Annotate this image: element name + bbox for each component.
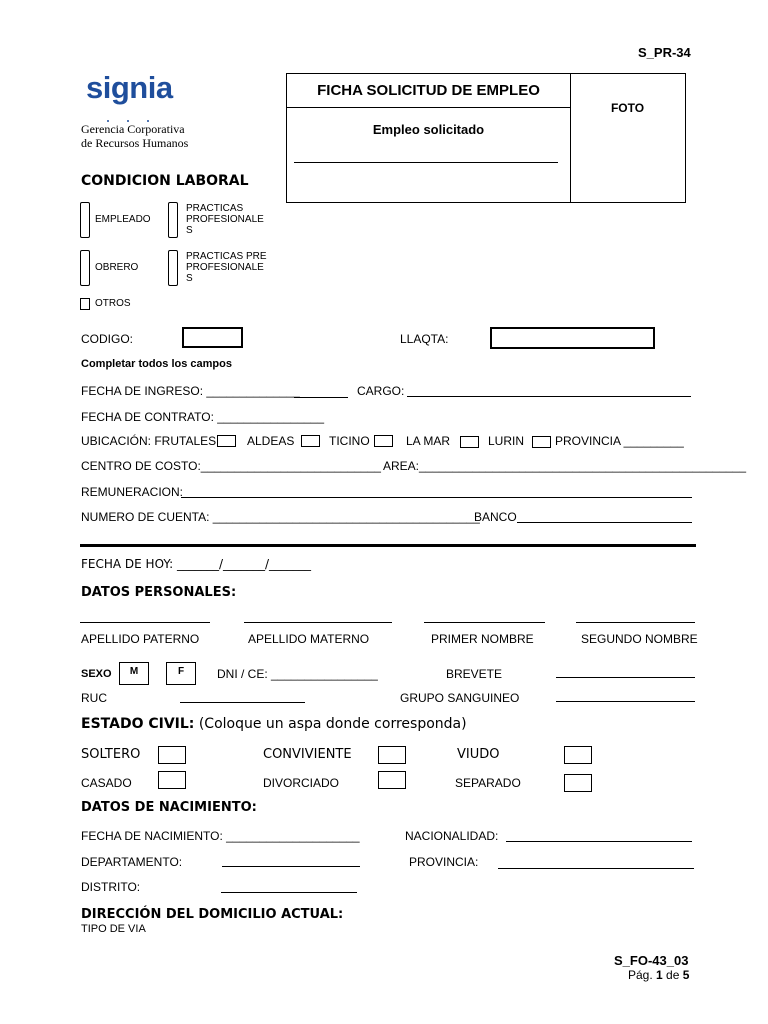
fecha-hoy-label: FECHA DE HOY: _______/_______/_______: [81, 557, 312, 571]
casado-label: CASADO: [81, 776, 132, 790]
otros-checkbox[interactable]: [80, 298, 90, 310]
lurin-label: LURIN: [488, 434, 525, 448]
footer-form-code: S_FO-43_03: [614, 953, 689, 968]
distrito-label: DISTRITO:: [81, 880, 141, 894]
banco-label: BANCO: [474, 510, 517, 524]
page-number: 1: [656, 968, 663, 982]
primer-nombre-field[interactable]: [424, 622, 545, 623]
empleado-label: EMPLEADO: [95, 214, 151, 225]
practicas-profesionales-checkbox[interactable]: [168, 202, 178, 238]
departamento-field[interactable]: [222, 866, 360, 867]
separado-label: SEPARADO: [455, 776, 521, 790]
page-de: de: [662, 968, 683, 982]
fecha-contrato-label: FECHA DE CONTRATO: ________________: [81, 410, 325, 424]
aldeas-label: ALDEAS: [247, 434, 295, 448]
viudo-checkbox[interactable]: [564, 746, 592, 764]
distrito-field[interactable]: [221, 892, 357, 893]
segundo-nombre-field[interactable]: [576, 622, 695, 623]
conviviente-checkbox[interactable]: [378, 746, 406, 764]
conviviente-label: CONVIVIENTE: [263, 747, 352, 762]
segundo-nombre-label: SEGUNDO NOMBRE: [581, 632, 698, 646]
address-title: DIRECCIÓN DEL DOMICILIO ACTUAL:: [81, 907, 344, 922]
org-line-2: de Recursos Humanos: [81, 136, 189, 150]
practicas-profesionales-label-1: PRACTICAS: [186, 203, 244, 214]
apellido-paterno-label: APELLIDO PATERNO: [81, 632, 200, 646]
employment-condition-title: CONDICION LABORAL: [81, 173, 249, 189]
ubicacion-label: UBICACIÓN: FRUTALES: [81, 434, 217, 448]
obrero-label: OBRERO: [95, 262, 139, 273]
viudo-label: VIUDO: [457, 747, 500, 762]
banco-field[interactable]: [517, 522, 692, 523]
codigo-input[interactable]: [182, 327, 243, 348]
apellido-paterno-field[interactable]: [80, 622, 210, 623]
form-header-box: [286, 73, 686, 203]
practicas-pre-checkbox[interactable]: [168, 250, 178, 286]
fecha-ingreso-field[interactable]: [294, 397, 348, 398]
empleado-checkbox[interactable]: [80, 202, 90, 238]
remuneracion-label: REMUNERACION:: [81, 485, 184, 499]
grupo-sanguineo-field[interactable]: [556, 701, 695, 702]
job-requested-field[interactable]: [294, 162, 558, 163]
section-divider: [80, 544, 696, 547]
provincia-label: PROVINCIA _________: [555, 434, 684, 448]
brevete-label: BREVETE: [446, 667, 503, 681]
soltero-checkbox[interactable]: [158, 746, 186, 764]
practicas-profesionales-label-2: PROFESIONALE: [186, 214, 264, 225]
ruc-field[interactable]: [180, 702, 305, 703]
page-indicator: [628, 968, 689, 982]
casado-checkbox[interactable]: [158, 771, 186, 789]
aldeas-checkbox[interactable]: [301, 435, 320, 447]
fecha-nacimiento-label: FECHA DE NACIMIENTO: ____________________: [81, 829, 360, 843]
practicas-pre-label-3: S: [186, 273, 193, 284]
sexo-m-label: M: [129, 666, 139, 677]
practicas-pre-label-1: PRACTICAS PRE: [186, 251, 267, 262]
provincia-nacimiento-field[interactable]: [498, 868, 694, 869]
civil-status-title: ESTADO CIVIL:: [81, 716, 195, 732]
cargo-field[interactable]: [407, 396, 691, 397]
la-mar-label: LA MAR: [406, 434, 451, 448]
sexo-label: SEXO: [81, 668, 112, 680]
soltero-label: SOLTERO: [81, 747, 141, 762]
lurin-checkbox[interactable]: [532, 436, 551, 448]
apellido-materno-label: APELLIDO MATERNO: [248, 632, 370, 646]
departamento-label: DEPARTAMENTO:: [81, 855, 183, 869]
fecha-ingreso-label: FECHA DE INGRESO: ______________: [81, 384, 300, 398]
civil-status-hint: (Coloque un aspa donde corresponda): [198, 716, 467, 732]
page-prefix: Pág.: [628, 968, 657, 982]
ticino-label: TICINO: [329, 434, 370, 448]
complete-all-note: Completar todos los campos: [81, 358, 232, 370]
document-code: S_PR-34: [638, 45, 691, 60]
area-label: AREA:_________________________________________________: [383, 459, 747, 473]
form-title: FICHA SOLICITUD DE EMPLEO: [317, 82, 540, 99]
company-logo: [86, 70, 173, 106]
ruc-label: RUC: [81, 691, 107, 705]
llaqta-input[interactable]: [490, 327, 655, 349]
provincia-nacimiento-label: PROVINCIA:: [409, 855, 479, 869]
brevete-field[interactable]: [556, 677, 695, 678]
page-total: 5: [682, 968, 690, 982]
remuneracion-field[interactable]: [181, 497, 692, 498]
photo-label: FOTO: [610, 101, 645, 115]
codigo-label: CODIGO:: [81, 332, 134, 346]
sexo-f-checkbox[interactable]: [166, 662, 196, 685]
separado-checkbox[interactable]: [564, 774, 592, 792]
apellido-materno-field[interactable]: [244, 622, 392, 623]
nacionalidad-field[interactable]: [506, 841, 692, 842]
grupo-sanguineo-label: GRUPO SANGUINEO: [400, 691, 520, 705]
divorciado-label: DIVORCIADO: [263, 776, 340, 790]
org-line-1: Gerencia Corporativa: [81, 122, 185, 136]
logo-wordmark: signia: [86, 70, 173, 105]
job-requested-label: Empleo solicitado: [372, 122, 485, 137]
ticino-checkbox[interactable]: [374, 435, 393, 447]
otros-label: OTROS: [95, 298, 131, 309]
birth-data-title: DATOS DE NACIMIENTO:: [81, 800, 257, 815]
practicas-pre-label-2: PROFESIONALE: [186, 262, 264, 273]
sexo-f-label: F: [177, 666, 185, 677]
obrero-checkbox[interactable]: [80, 250, 90, 286]
cargo-label: CARGO:: [357, 384, 405, 398]
personal-data-title: DATOS PERSONALES:: [81, 585, 237, 600]
frutales-checkbox[interactable]: [217, 435, 236, 447]
logo-dots: [92, 112, 162, 115]
sexo-m-checkbox[interactable]: [119, 662, 149, 685]
tipo-via-label: TIPO DE VIA: [81, 923, 146, 935]
nacionalidad-label: NACIONALIDAD:: [405, 829, 499, 843]
divorciado-checkbox[interactable]: [378, 771, 406, 789]
practicas-profesionales-label-3: S: [186, 225, 193, 236]
dni-label: DNI / CE: ________________: [217, 667, 378, 681]
llaqta-label: LLAQTA:: [400, 332, 449, 346]
centro-costo-label: CENTRO DE COSTO:___________________________: [81, 459, 381, 473]
la-mar-checkbox[interactable]: [460, 436, 479, 448]
civil-status-heading: [81, 716, 467, 732]
numero-cuenta-label: NUMERO DE CUENTA: ________________________________________: [81, 510, 480, 524]
primer-nombre-label: PRIMER NOMBRE: [431, 632, 534, 646]
